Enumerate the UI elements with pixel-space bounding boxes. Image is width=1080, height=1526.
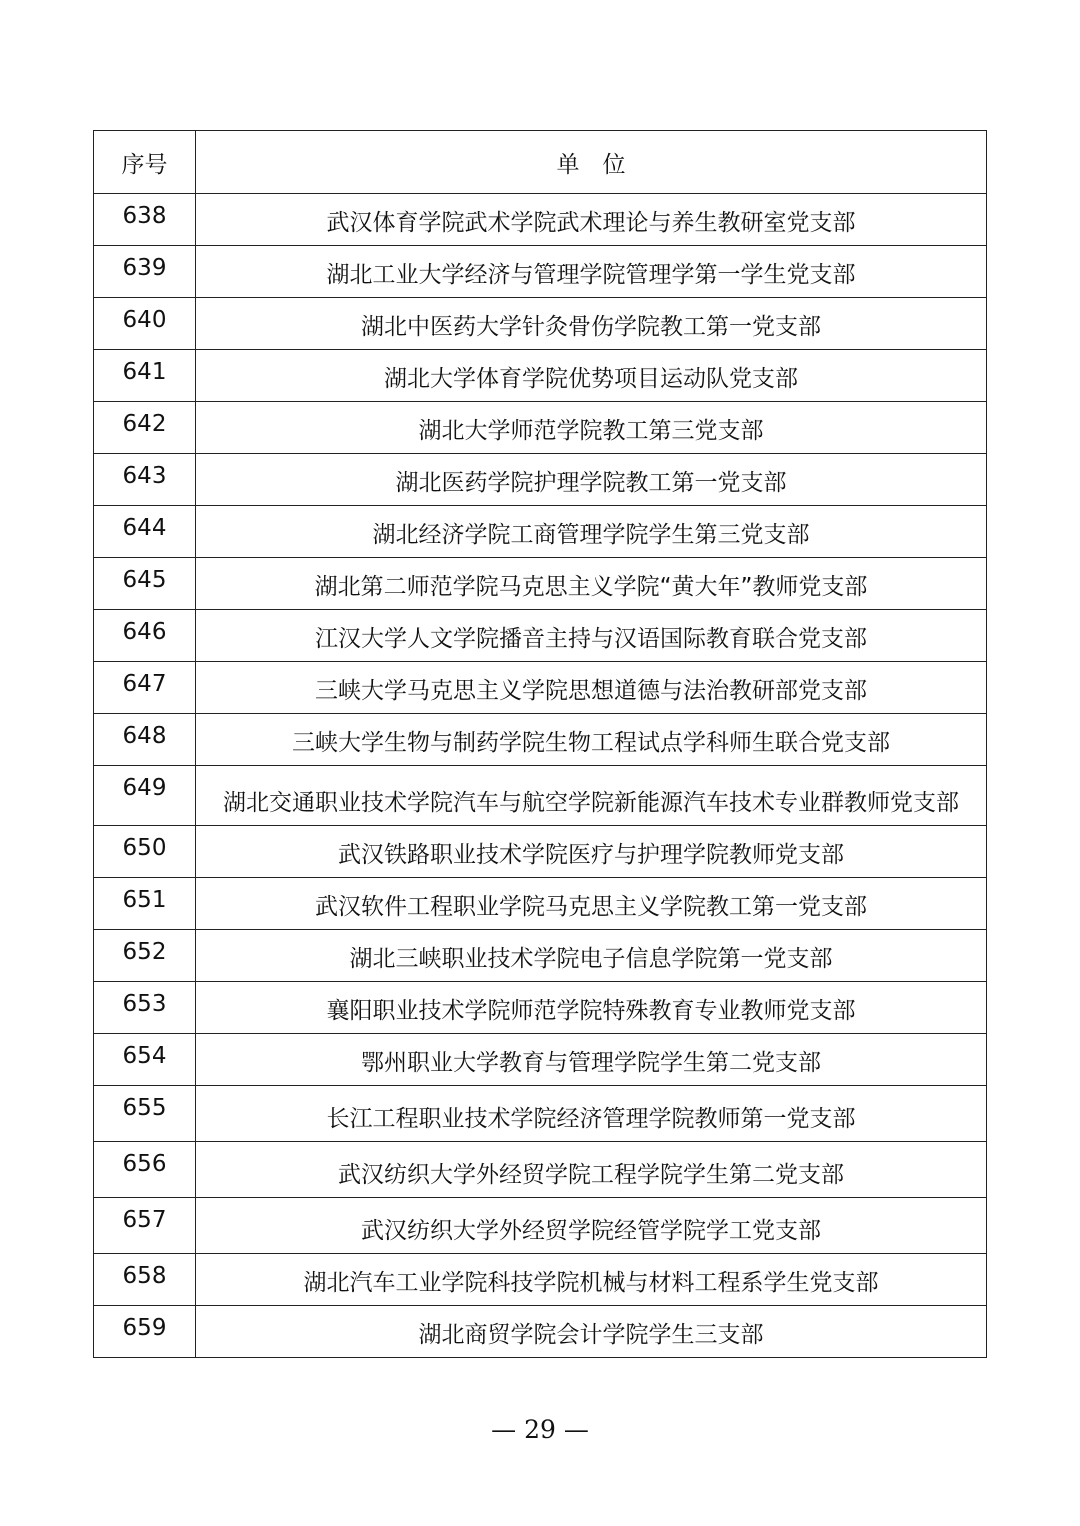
row-seq: 638 [94, 194, 196, 246]
row-seq: 645 [94, 558, 196, 610]
table-row [94, 1306, 987, 1358]
table-row [94, 1034, 987, 1086]
row-unit: 武汉软件工程职业学院马克思主义学院教工第一党支部 [196, 878, 987, 930]
row-seq: 647 [94, 662, 196, 714]
row-unit: 鄂州职业大学教育与管理学院学生第二党支部 [196, 1034, 987, 1086]
page-number: — 29 — [491, 1415, 589, 1444]
table-row [94, 1086, 987, 1142]
row-unit: 湖北中医药大学针灸骨伤学院教工第一党支部 [196, 298, 987, 350]
row-seq: 644 [94, 506, 196, 558]
row-seq: 649 [94, 766, 196, 826]
row-unit: 湖北交通职业技术学院汽车与航空学院新能源汽车技术专业群教师党支部 [196, 766, 987, 826]
row-seq: 651 [94, 878, 196, 930]
row-seq: 657 [94, 1198, 196, 1254]
row-unit: 武汉纺织大学外经贸学院工程学院学生第二党支部 [196, 1142, 987, 1198]
row-seq: 646 [94, 610, 196, 662]
table-row [94, 662, 987, 714]
table-row [94, 1198, 987, 1254]
row-seq: 650 [94, 826, 196, 878]
table-row [94, 558, 987, 610]
table-row [94, 194, 987, 246]
row-seq: 641 [94, 350, 196, 402]
row-seq: 653 [94, 982, 196, 1034]
row-unit: 湖北大学师范学院教工第三党支部 [196, 402, 987, 454]
row-unit: 长江工程职业技术学院经济管理学院教师第一党支部 [196, 1086, 987, 1142]
table-row [94, 766, 987, 826]
table-row [94, 982, 987, 1034]
row-seq: 654 [94, 1034, 196, 1086]
row-unit: 湖北经济学院工商管理学院学生第三党支部 [196, 506, 987, 558]
table-row [94, 1254, 987, 1306]
row-seq: 659 [94, 1306, 196, 1358]
table-row [94, 298, 987, 350]
row-unit: 湖北医药学院护理学院教工第一党支部 [196, 454, 987, 506]
row-seq: 642 [94, 402, 196, 454]
row-seq: 656 [94, 1142, 196, 1198]
table-row [94, 454, 987, 506]
table-row [94, 350, 987, 402]
row-seq: 648 [94, 714, 196, 766]
table-row [94, 930, 987, 982]
row-unit: 湖北商贸学院会计学院学生三支部 [196, 1306, 987, 1358]
row-unit: 湖北汽车工业学院科技学院机械与材料工程系学生党支部 [196, 1254, 987, 1306]
row-unit: 湖北大学体育学院优势项目运动队党支部 [196, 350, 987, 402]
row-seq: 655 [94, 1086, 196, 1142]
row-seq: 652 [94, 930, 196, 982]
row-seq: 658 [94, 1254, 196, 1306]
table-row [94, 878, 987, 930]
header-seq: 序号 [94, 131, 196, 194]
row-seq: 640 [94, 298, 196, 350]
row-seq: 643 [94, 454, 196, 506]
unit-table [93, 130, 987, 1358]
table-row [94, 402, 987, 454]
row-unit: 湖北三峡职业技术学院电子信息学院第一党支部 [196, 930, 987, 982]
row-unit: 湖北第二师范学院马克思主义学院“黄大年”教师党支部 [196, 558, 987, 610]
row-seq: 639 [94, 246, 196, 298]
table-row [94, 506, 987, 558]
row-unit: 湖北工业大学经济与管理学院管理学第一学生党支部 [196, 246, 987, 298]
table-row [94, 246, 987, 298]
table-row [94, 610, 987, 662]
row-unit: 襄阳职业技术学院师范学院特殊教育专业教师党支部 [196, 982, 987, 1034]
row-unit: 武汉体育学院武术学院武术理论与养生教研室党支部 [196, 194, 987, 246]
table-header-row [94, 131, 987, 194]
row-unit: 武汉纺织大学外经贸学院经管学院学工党支部 [196, 1198, 987, 1254]
row-unit: 武汉铁路职业技术学院医疗与护理学院教师党支部 [196, 826, 987, 878]
table-row [94, 826, 987, 878]
table-row [94, 714, 987, 766]
table-body [94, 194, 987, 1358]
table-row [94, 1142, 987, 1198]
row-unit: 三峡大学马克思主义学院思想道德与法治教研部党支部 [196, 662, 987, 714]
row-unit: 三峡大学生物与制药学院生物工程试点学科师生联合党支部 [196, 714, 987, 766]
row-unit: 江汉大学人文学院播音主持与汉语国际教育联合党支部 [196, 610, 987, 662]
header-unit: 单 位 [196, 131, 987, 194]
